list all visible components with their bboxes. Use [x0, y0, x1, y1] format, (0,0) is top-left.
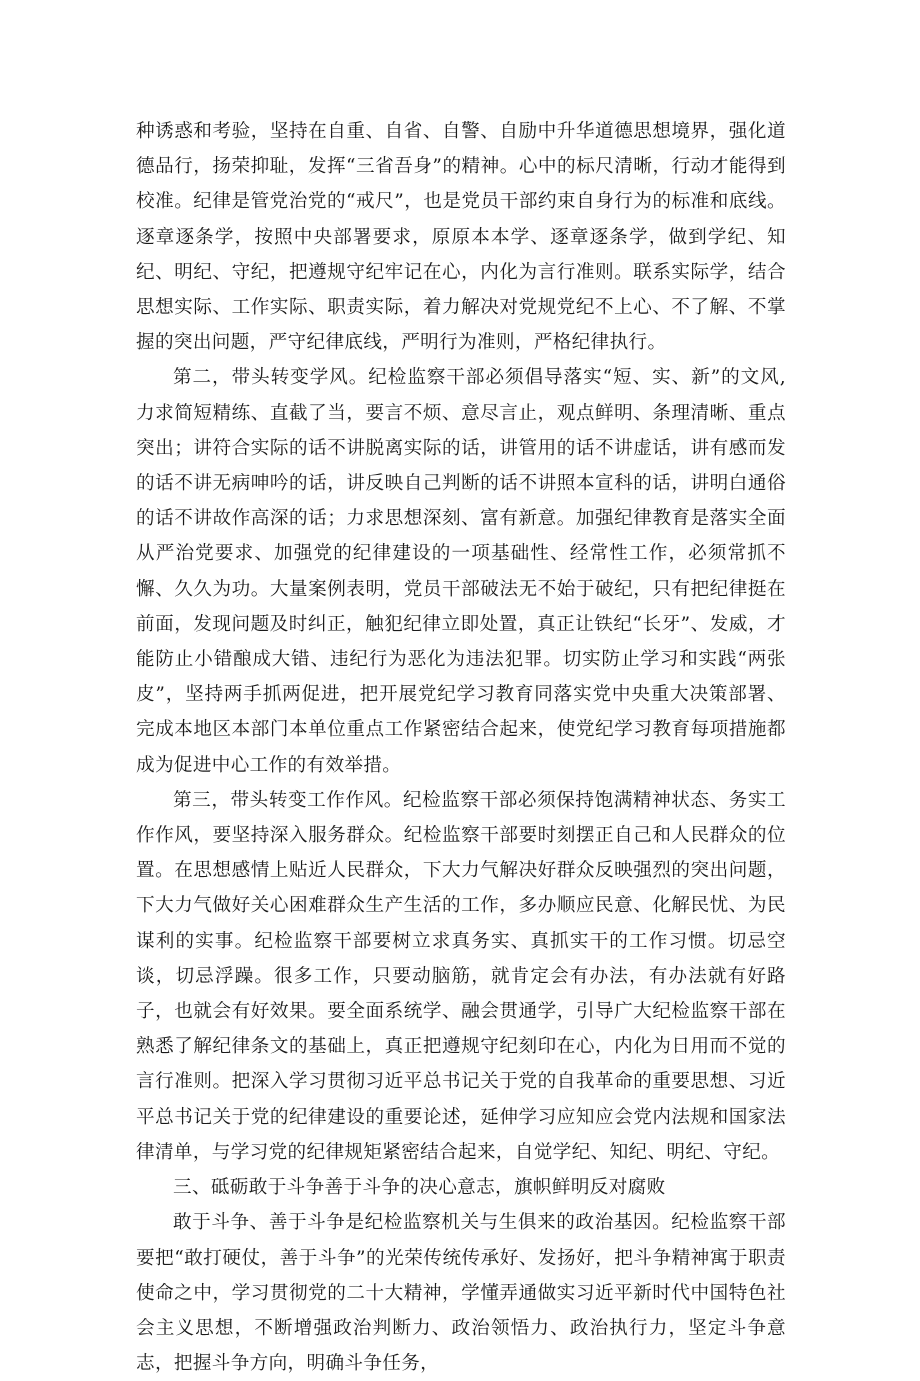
- paragraph-third-work-style: 第三，带头转变工作作风。纪检监察干部必须保持饱满精神状态、务实工作作风，要坚持深入服务群众。纪检监察干部要时刻摆正自己和人民群众的位置。在思想感情上贴近人民群众，下大力气解决好群众反映强烈的突出问题，下大力气做好关心困难群众生产生活的工作，多办顺应民意、化解民忧、为民谋利的实事。纪检监察干部要树立求真务实、真抓实干的工作习惯。切忌空谈，切忌浮躁。很多工作，只要动脑筋，就肯定会有办法，有办法就有好路子，也就会有好效果。要全面系统学、融会贯通学，引导广大纪检监察干部在熟悉了解纪律条文的基础上，真正把遵规守纪刻印在心，内化为日用而不觉的言行准则。把深入学习贯彻习近平总书记关于党的自我革命的重要思想、习近平总书记关于党的纪律建设的重要论述，延伸学习应知应会党内法规和国家法律清单，与学习党的纪律规矩紧密结合起来，自觉学纪、知纪、明纪、守纪。: [136, 789, 786, 1163]
- paragraph-second-study-style: 第二，带头转变学风。纪检监察干部必须倡导落实“短、实、新”的文风,力求简短精练、直截了当，要言不烦、意尽言止，观点鲜明、条理清晰、重点突出；讲符合实际的话不讲脱离实际的话，讲管用的话不讲虚话，讲有感而发的话不讲无病呻吟的话，讲反映自己判断的话不讲照本宣科的话，讲明白通俗的话不讲故作高深的话；力求思想深刻、富有新意。加强纪律教育是落实全面从严治党要求、加强党的纪律建设的一项基础性、经常性工作，必须常抓不懈、久久为功。大量案例表明，党员干部破法无不始于破纪，只有把纪律挺在前面，发现问题及时纠正，触犯纪律立即处置，真正让铁纪“长牙”、发威，才能防止小错酿成大错、违纪行为恶化为违法犯罪。切实防止学习和实践“两张皮”，坚持两手抓两促进，把开展党纪学习教育同落实党中央重大决策部署、完成本地区本部门本单位重点工作紧密结合起来，使党纪学习教育每项措施都成为促进中心工作的有效举措。: [136, 367, 786, 776]
- paragraph-struggle: 敢于斗争、善于斗争是纪检监察机关与生俱来的政治基因。纪检监察干部要把“敢打硬仗，善于斗争”的光荣传统传承好、发扬好，把斗争精神寓于职责使命之中，学习贯彻党的二十大精神，学懂弄通做实习近平新时代中国特色社会主义思想，不断增强政治判断力、政治领悟力、政治执行力，坚定斗争意志，把握斗争方向，明确斗争任务，: [136, 1212, 786, 1375]
- paragraph-continuation: 种诱惑和考验，坚持在自重、自省、自警、自励中升华道德思想境界，强化道德品行，扬荣抑耻，发挥“三省吾身”的精神。心中的标尺清晰，行动才能得到校准。纪律是管党治党的“戒尺”，也是党员干部约束自身行为的标准和底线。逐章逐条学，按照中央部署要求，原原本本学、逐章逐条学，做到学纪、知纪、明纪、守纪，把遵规守纪牢记在心，内化为言行准则。联系实际学，结合思想实际、工作实际、职责实际，着力解决对党规党纪不上心、不了解、不掌握的突出问题，严守纪律底线，严明行为准则，严格纪律执行。: [136, 121, 786, 354]
- document-body: [136, 114, 786, 1381]
- section-heading: 三、砥砺敢于斗争善于斗争的决心意志，旗帜鲜明反对腐败: [173, 1177, 666, 1199]
